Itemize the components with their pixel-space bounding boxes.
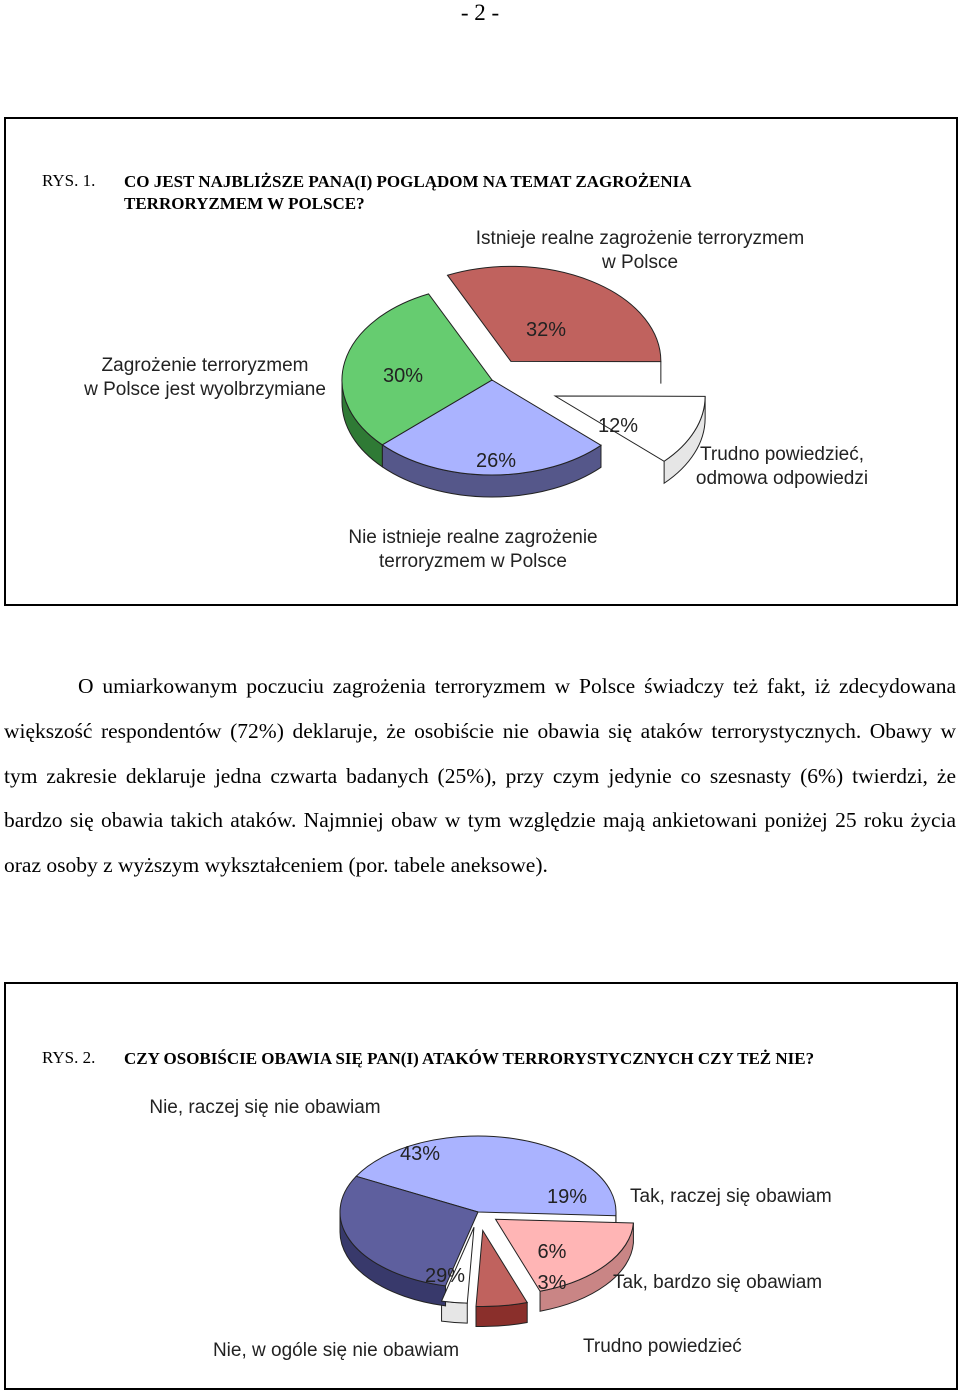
body-paragraph: O umiarkowanym poczuciu zagrożenia terroryzmem w Polsce świadczy też fakt, iż zdecydowana większość respondentów (72%) deklaruje, że osobiście nie obawia się ataków terrorystycznych. Obawy w tym zakresie deklaruje jedna czwarta badanych (25%), przy czym jedynie co szesnasty (6%) twierdzi, że bardzo się obawia takich ataków. Najmniej obaw w tym względzie mają ankietowani poniżej 25 roku życia oraz osoby z wyższym wykształceniem (por. tabele aneksowe). — [4, 674, 956, 878]
pie-value-label: 30% — [382, 365, 424, 387]
pie-category-label: Trudno powiedzieć — [583, 1336, 742, 1357]
pie-category-label: Istnieje realne zagrożenie terroryzmem — [475, 228, 805, 249]
pie-category-label: Tak, bardzo się obawiam — [613, 1272, 823, 1293]
pie-category-label: Nie, raczej się nie obawiam — [149, 1097, 381, 1118]
pie-category-label: terroryzmem w Polsce — [379, 551, 567, 572]
pie-category-label: Zagrożenie terroryzmem — [101, 355, 309, 376]
page-number: - 2 - — [460, 0, 500, 25]
pie-category-label: w Polsce jest wyolbrzymiane — [84, 379, 326, 400]
pie-category-label: odmowa odpowiedzi — [695, 468, 869, 489]
pie-value-label: 26% — [475, 450, 517, 472]
pie-category-label: w Polsce — [601, 252, 679, 273]
pie-value-label: 6% — [537, 1241, 567, 1263]
figure-2-title: CZY OSOBIŚCIE OBAWIA SIĘ PAN(I) ATAKÓW TERRORYSTYCZNYCH CZY TEŻ NIE? — [124, 1049, 815, 1068]
pie-category-label: Nie istnieje realne zagrożenie — [348, 527, 598, 548]
figure-1-title: CO JEST NAJBLIŻSZE PANA(I) POGLĄDOM NA TEMAT ZAGROŻENIA TERRORYZMEM W POLSCE? — [124, 172, 691, 213]
pie-value-label: 12% — [597, 415, 639, 437]
pie-category-label: Nie, w ogóle się nie obawiam — [212, 1340, 460, 1361]
pie-value-label: 29% — [424, 1265, 466, 1287]
figure-2-label: RYS. 2. — [42, 1048, 96, 1067]
pie-value-label: 3% — [537, 1272, 567, 1294]
pie-category-label: Trudno powiedzieć, — [699, 444, 865, 465]
pie-value-label: 32% — [525, 319, 567, 341]
pie-value-label: 43% — [399, 1143, 441, 1165]
pie-value-label: 19% — [546, 1186, 588, 1208]
figure-1-label: RYS. 1. — [42, 171, 96, 190]
pie-category-label: Tak, raczej się obawiam — [630, 1186, 832, 1207]
